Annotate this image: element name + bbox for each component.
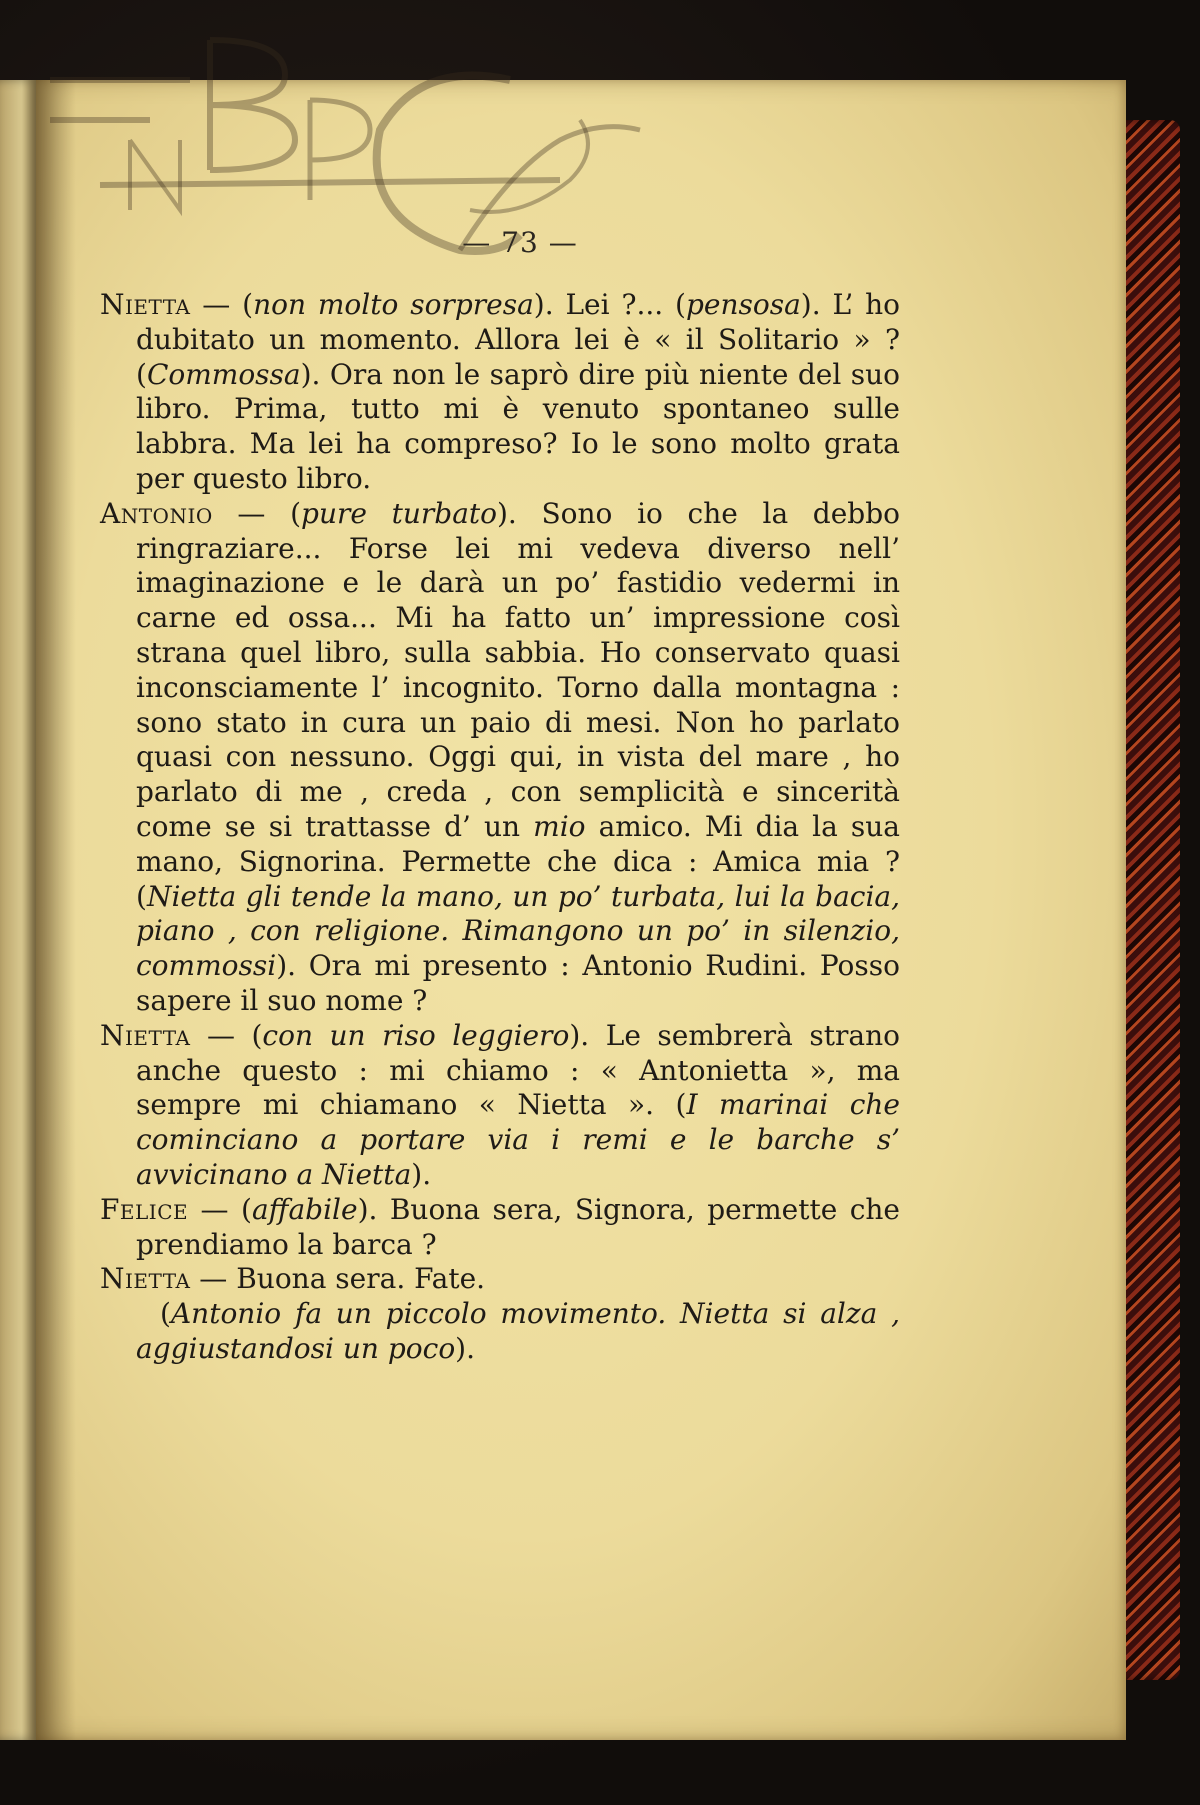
dialogue-entry-nietta-2: Nietta — (con un riso leggiero). Le sembrerà strano anche questo : mi chiamo : « Antonietta », ma sempre mi chiamano « Nietta ». (I marinai che cominciano a portare via i remi e le barche s’ avvicinano a Nietta). <box>100 1018 900 1191</box>
stage-direction: (Antonio fa un piccolo movimento. Nietta si alza , aggiustandosi un poco). <box>136 1297 900 1365</box>
left-page-edge <box>0 80 36 1740</box>
dialogue-entry-antonio: Antonio — (pure turbato). Sono io che la debbo ringraziare... Forse lei mi vedeva diverso nell’ imaginazione e le darà un po’ fastidio vedermi in carne ed ossa... Mi ha fatto un’ impressione così strana quel libro, sulla sabbia. Ho conservato quasi inconsciamente l’ incognito. Torno dalla montagna : sono stato in cura un paio di mesi. Non ho parlato quasi con nessuno. Oggi qui, in vista del mare , ho parlato di me , creda , con semplicità e sincerità come se si trattasse d’ un mio amico. Mi dia la sua mano, Signorina. Permette che dica : Amica mia ? (Nietta gli tende la mano, un po’ turbata, lui la bacia, piano , con religione. Rimangono un po’ in silenzio, commossi). Ora mi presento : Antonio Rudini. Posso sapere il suo nome ? <box>100 496 901 1017</box>
speaker-name: Antonio <box>100 496 213 530</box>
library-watermark-logo <box>40 20 740 270</box>
dialogue-entry-nietta-3: Nietta — Buona sera. Fate. <box>100 1262 486 1296</box>
speaker-name: Felice <box>100 1192 189 1226</box>
dialogue-entry-nietta-1: Nietta — (non molto sorpresa). Lei ?... (pensosa). L’ ho dubitato un momento. Allora lei è « il Solitario » ? (Commossa). Ora non le saprò dire più niente del suo libro. Prima, tutto mi è venuto spontaneo sulle labbra. Ma lei ha compreso? Io le sono molto grata per questo libro. <box>100 288 901 495</box>
speaker-name: Nietta <box>100 1018 191 1052</box>
gutter-shadow <box>36 80 76 1740</box>
dialogue-entry-felice: Felice — (affabile). Buona sera, Signora, permette che prendiamo la barca ? <box>100 1192 900 1261</box>
speaker-name: Nietta <box>100 288 191 321</box>
page-number: — 73 — <box>462 226 578 259</box>
speaker-name: Nietta <box>100 1262 191 1296</box>
page-text <box>100 288 900 1367</box>
